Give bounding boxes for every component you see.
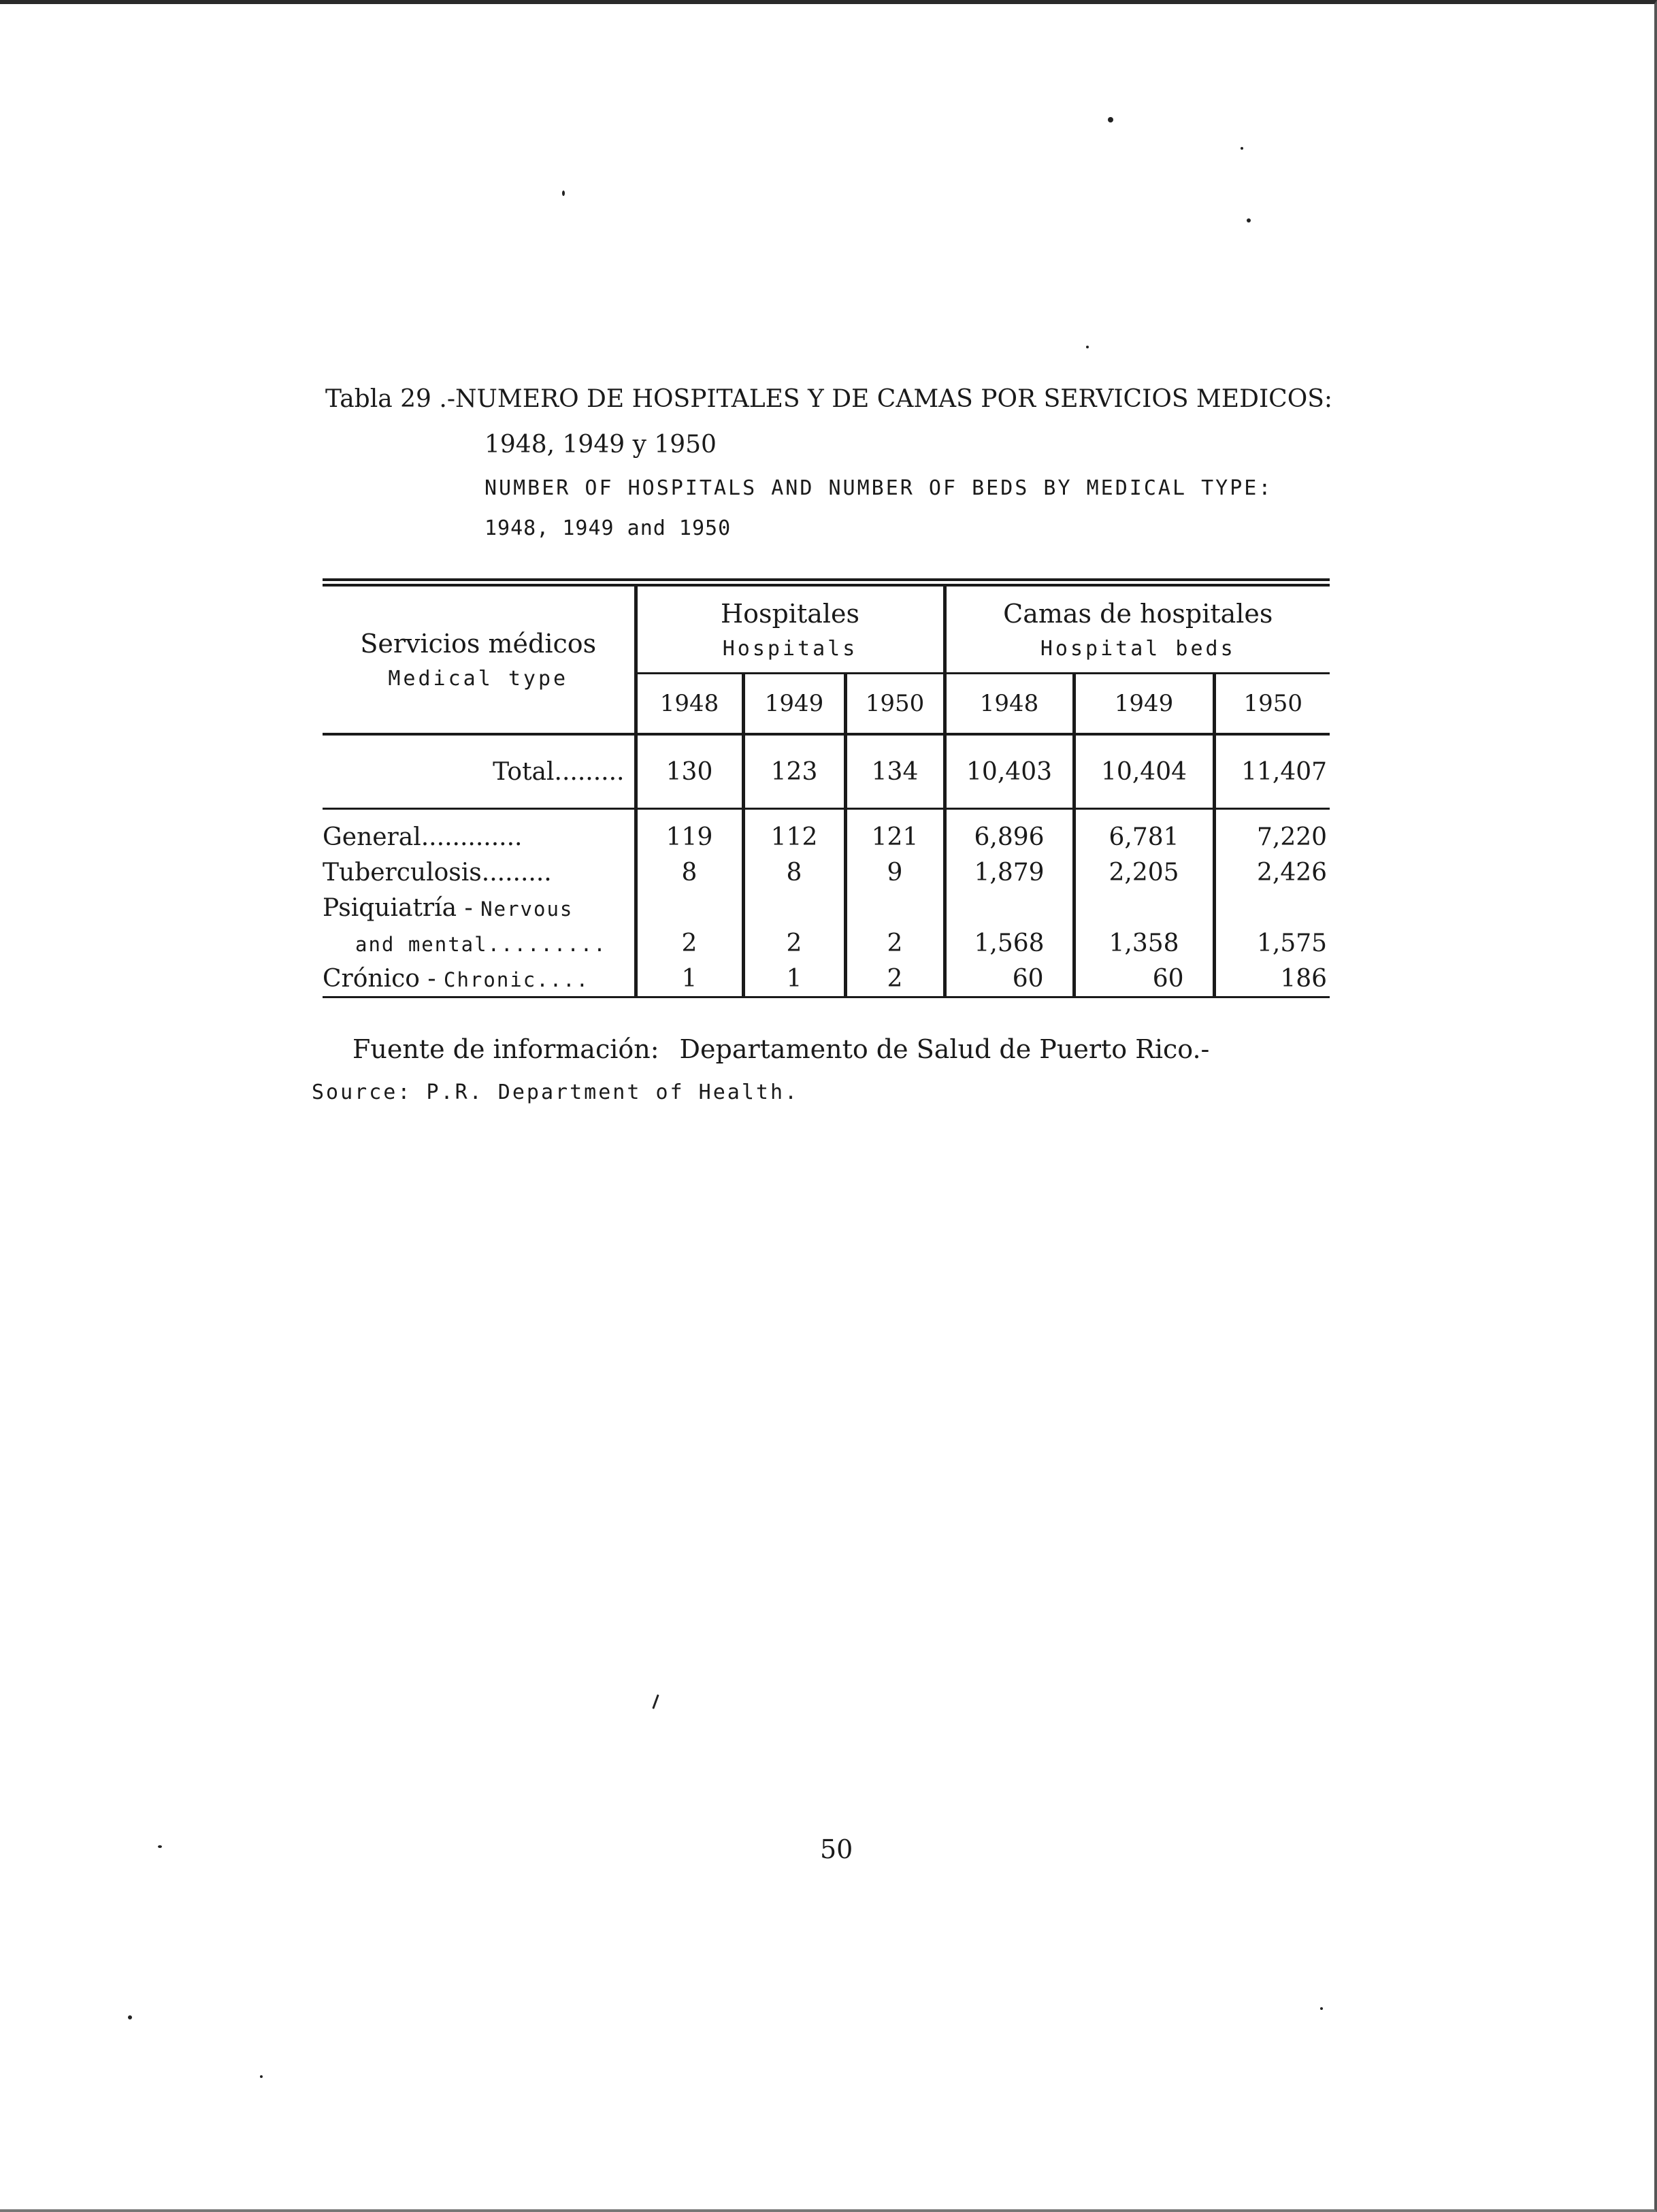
row-label: Total......... xyxy=(323,734,636,809)
year-header: 1949 xyxy=(743,674,845,735)
cell: 1 xyxy=(743,961,845,997)
title-spanish-years: 1948, 1949 y 1950 xyxy=(485,431,717,459)
hospitals-beds-table xyxy=(323,578,1330,998)
row-header-cell xyxy=(323,582,636,734)
row-label xyxy=(323,961,636,997)
row-label-en: Chronic.... xyxy=(444,968,590,991)
year-header: 1949 xyxy=(1074,674,1214,735)
cell: 9 xyxy=(845,855,945,890)
table-row xyxy=(323,819,1330,855)
cell: 1,879 xyxy=(945,855,1074,890)
cell: 2 xyxy=(636,925,743,961)
scan-speck xyxy=(562,191,565,196)
title-english-years: 1948, 1949 and 1950 xyxy=(485,516,732,540)
cell: 123 xyxy=(743,734,845,809)
cell: 1,358 xyxy=(1074,925,1214,961)
scan-speck xyxy=(128,2015,132,2019)
cell: 2 xyxy=(845,961,945,997)
cell: 1,575 xyxy=(1214,925,1330,961)
cell: 119 xyxy=(636,819,743,855)
scan-speck xyxy=(158,1845,162,1848)
cell: 121 xyxy=(845,819,945,855)
group-header-beds xyxy=(945,582,1330,674)
cell: 2,205 xyxy=(1074,855,1214,890)
title-spanish: Tabla 29 .-NUMERO DE HOSPITALES Y DE CAMAS POR SERVICIOS MEDICOS: xyxy=(325,385,1333,413)
spacer-row xyxy=(323,809,1330,820)
cell: 8 xyxy=(743,855,845,890)
table-row-total xyxy=(323,734,1330,809)
row-label-en: Nervous xyxy=(480,897,574,921)
row-label-es: Crónico - xyxy=(323,964,444,993)
cell: 2,426 xyxy=(1214,855,1330,890)
group-label-en: Hospital beds xyxy=(1040,636,1236,661)
scan-speck xyxy=(260,2075,263,2078)
cell: 1 xyxy=(636,961,743,997)
cell: 112 xyxy=(743,819,845,855)
row-label xyxy=(323,890,636,925)
group-label-es: Camas de hospitales xyxy=(1003,598,1273,629)
cell: 186 xyxy=(1214,961,1330,997)
source-english: Source: P.R. Department of Health. xyxy=(312,1080,800,1104)
page-number: 50 xyxy=(820,1834,853,1864)
cell: 6,781 xyxy=(1074,819,1214,855)
group-header-row xyxy=(323,582,1330,674)
cell: 8 xyxy=(636,855,743,890)
cell: 7,220 xyxy=(1214,819,1330,855)
table-row xyxy=(323,925,1330,961)
cell: 10,403 xyxy=(945,734,1074,809)
table-row-label-wrap xyxy=(323,890,1330,925)
row-header-en: Medical type xyxy=(388,667,569,691)
scan-speck xyxy=(1086,346,1089,348)
scan-speck xyxy=(1320,2007,1323,2010)
source-note xyxy=(312,1034,1209,1104)
row-label-en: and mental......... xyxy=(355,932,607,956)
cell: 130 xyxy=(636,734,743,809)
cell: 60 xyxy=(1074,961,1214,997)
table-title xyxy=(325,385,1332,540)
cell: 60 xyxy=(945,961,1074,997)
row-header-es: Servicios médicos xyxy=(360,629,597,659)
year-header: 1948 xyxy=(636,674,743,735)
cell: 6,896 xyxy=(945,819,1074,855)
cell: 134 xyxy=(845,734,945,809)
row-label: Tuberculosis......... xyxy=(323,858,552,887)
title-english: NUMBER OF HOSPITALS AND NUMBER OF BEDS BY MEDICAL TYPE: xyxy=(485,476,1273,500)
cell: 2 xyxy=(845,925,945,961)
year-header: 1950 xyxy=(845,674,945,735)
row-label-continued xyxy=(323,925,636,961)
cell: 11,407 xyxy=(1214,734,1330,809)
cell: 1,568 xyxy=(945,925,1074,961)
group-header-hospitals xyxy=(636,582,945,674)
table-row xyxy=(323,855,1330,890)
year-header: 1950 xyxy=(1214,674,1330,735)
source-label-es: Fuente de información: xyxy=(352,1034,659,1064)
cell: 2 xyxy=(743,925,845,961)
cell: 10,404 xyxy=(1074,734,1214,809)
source-spanish xyxy=(352,1034,1209,1064)
year-header: 1948 xyxy=(945,674,1074,735)
table-row xyxy=(323,961,1330,997)
group-label-en: Hospitals xyxy=(722,636,858,661)
scan-speck xyxy=(1241,147,1243,150)
scan-speck xyxy=(1247,218,1251,222)
source-value-es: Departamento de Salud de Puerto Rico.- xyxy=(679,1034,1210,1064)
scan-speck xyxy=(1108,117,1113,122)
row-label-es: Psiquiatría - xyxy=(323,893,481,922)
group-label-es: Hospitales xyxy=(720,598,860,629)
row-label: General............. xyxy=(323,823,523,851)
